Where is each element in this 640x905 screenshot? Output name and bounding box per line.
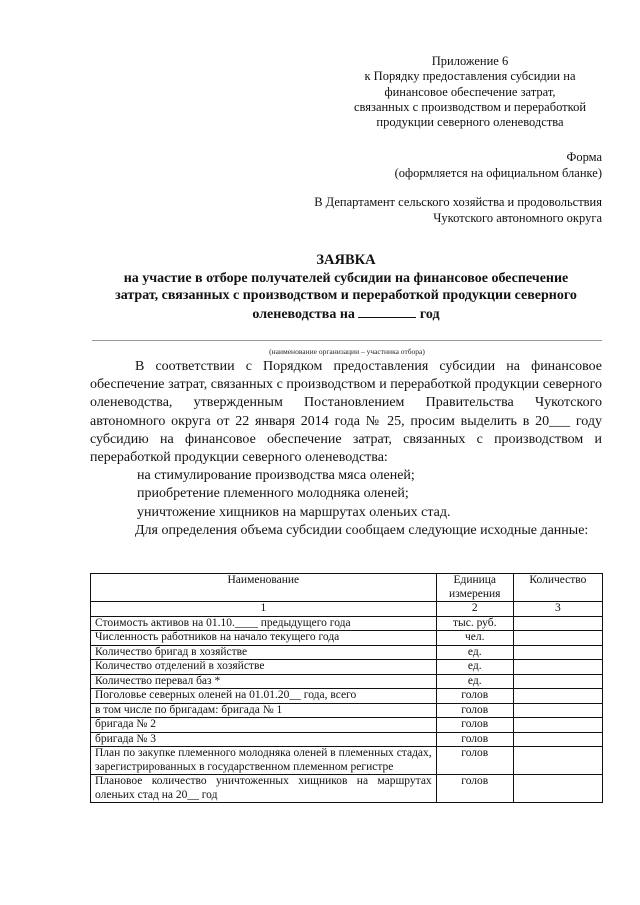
row-unit: ед.	[436, 660, 513, 675]
row-quantity[interactable]	[513, 689, 602, 704]
table-row	[91, 703, 603, 718]
row-name: Количество бригад в хозяйстве	[91, 645, 437, 660]
row-name: бригада № 3	[91, 732, 437, 747]
body-paragraph: Для определения объема субсидии сообщаем следующие исходные данные:	[135, 522, 589, 538]
appendix-line: Приложение 6	[431, 54, 509, 68]
table-column-numbers	[91, 602, 603, 617]
appendix-line: к Порядку предоставления субсидии на	[364, 69, 576, 84]
row-name: Поголовье северных оленей на 01.01.20__ года, всего	[91, 689, 437, 704]
row-quantity[interactable]	[513, 747, 602, 775]
row-name: Плановое количество уничтоженных хищников на маршрутах оленьих стад на 20__ год	[91, 775, 437, 803]
title-line: затрат, связанных с производством и переработкой продукции северного	[115, 288, 577, 303]
row-unit: ед.	[436, 674, 513, 689]
row-name: Стоимость активов на 01.10.____ предыдущего года	[91, 616, 437, 631]
row-unit: голов	[436, 747, 513, 775]
appendix-line: связанных с производством и переработкой	[353, 99, 587, 114]
appendix-line: продукции северного оленеводства	[376, 115, 564, 130]
data-table	[90, 573, 603, 803]
title-line-prefix: оленеводства на	[252, 306, 355, 322]
row-unit: голов	[436, 718, 513, 733]
title-line: на участие в отборе получателей субсидии на финансовое обеспечение	[123, 270, 569, 286]
column-number: 1	[91, 602, 437, 617]
column-number: 2	[436, 602, 513, 617]
row-quantity[interactable]	[513, 660, 602, 675]
table-row	[91, 747, 603, 775]
table-row	[91, 718, 603, 733]
table-row	[91, 660, 603, 675]
organization-caption: (наименование организации – участника отбора)	[269, 347, 425, 356]
addressee-line: Чукотского автономного округа	[433, 211, 602, 225]
row-quantity[interactable]	[513, 775, 602, 803]
list-item: на стимулирование производства мяса оленей;	[137, 468, 415, 484]
row-name: в том числе по бригадам: бригада № 1	[91, 703, 437, 718]
row-unit: голов	[436, 703, 513, 718]
table-row	[91, 775, 603, 803]
row-unit: ед.	[436, 645, 513, 660]
title-line	[90, 305, 602, 324]
list-item: уничтожение хищников на маршрутах оленьих стад.	[137, 504, 451, 520]
row-quantity[interactable]	[513, 732, 602, 747]
table-row	[91, 732, 603, 747]
form-label: Форма	[566, 150, 602, 164]
row-quantity[interactable]	[513, 631, 602, 646]
organization-name-line	[92, 340, 602, 341]
row-quantity[interactable]	[513, 674, 602, 689]
row-name: бригада № 2	[91, 718, 437, 733]
table-header-row	[91, 574, 603, 602]
row-quantity[interactable]	[513, 645, 602, 660]
row-quantity[interactable]	[513, 718, 602, 733]
row-name: Количество отделений в хозяйстве	[91, 660, 437, 675]
row-quantity[interactable]	[513, 616, 602, 631]
table-row	[91, 689, 603, 704]
row-unit: голов	[436, 732, 513, 747]
addressee-block	[270, 194, 602, 226]
row-name: План по закупке племенного молодняка оленей в племенных стадах, зарегистрированных в государственном племенном регистре	[91, 747, 437, 775]
header-quantity: Количество	[513, 574, 602, 602]
table-row	[91, 674, 603, 689]
title-heading: ЗАЯВКА	[316, 252, 376, 268]
table-row	[91, 631, 603, 646]
title-line-suffix: год	[419, 306, 440, 322]
year-blank	[358, 305, 416, 318]
form-note	[330, 149, 602, 181]
row-name: Количество перевал баз *	[91, 674, 437, 689]
table-row	[91, 645, 603, 660]
table-row	[91, 616, 603, 631]
body-paragraph: В соответствии с Порядком предоставления субсидии на финансовое обеспечение затрат, связанных с производством и переработкой продукции северного оленеводства, утвержденным Постановлением Правительства Чукотского автономного округа от 22 января 2014 года № 25, просим выделить в 20___ году субсидию на финансовое обеспечение затрат, связанных с производством и переработкой продукции северного оленеводства:	[90, 359, 602, 466]
list-item: приобретение племенного молодняка оленей;	[137, 486, 409, 502]
row-unit: голов	[436, 775, 513, 803]
document-title	[90, 252, 602, 323]
body-text	[90, 358, 602, 540]
appendix-line: финансовое обеспечение затрат,	[384, 84, 556, 99]
appendix-block	[340, 54, 600, 130]
row-quantity[interactable]	[513, 703, 602, 718]
row-unit: чел.	[436, 631, 513, 646]
row-unit: голов	[436, 689, 513, 704]
addressee-line: В Департамент сельского хозяйства и продовольствия	[314, 195, 602, 209]
row-unit: тыс. руб.	[436, 616, 513, 631]
form-hint: (оформляется на официальном бланке)	[394, 166, 602, 180]
column-number: 3	[513, 602, 602, 617]
header-name: Наименование	[91, 574, 437, 602]
row-name: Численность работников на начало текущего года	[91, 631, 437, 646]
header-unit: Единица измерения	[436, 574, 513, 602]
